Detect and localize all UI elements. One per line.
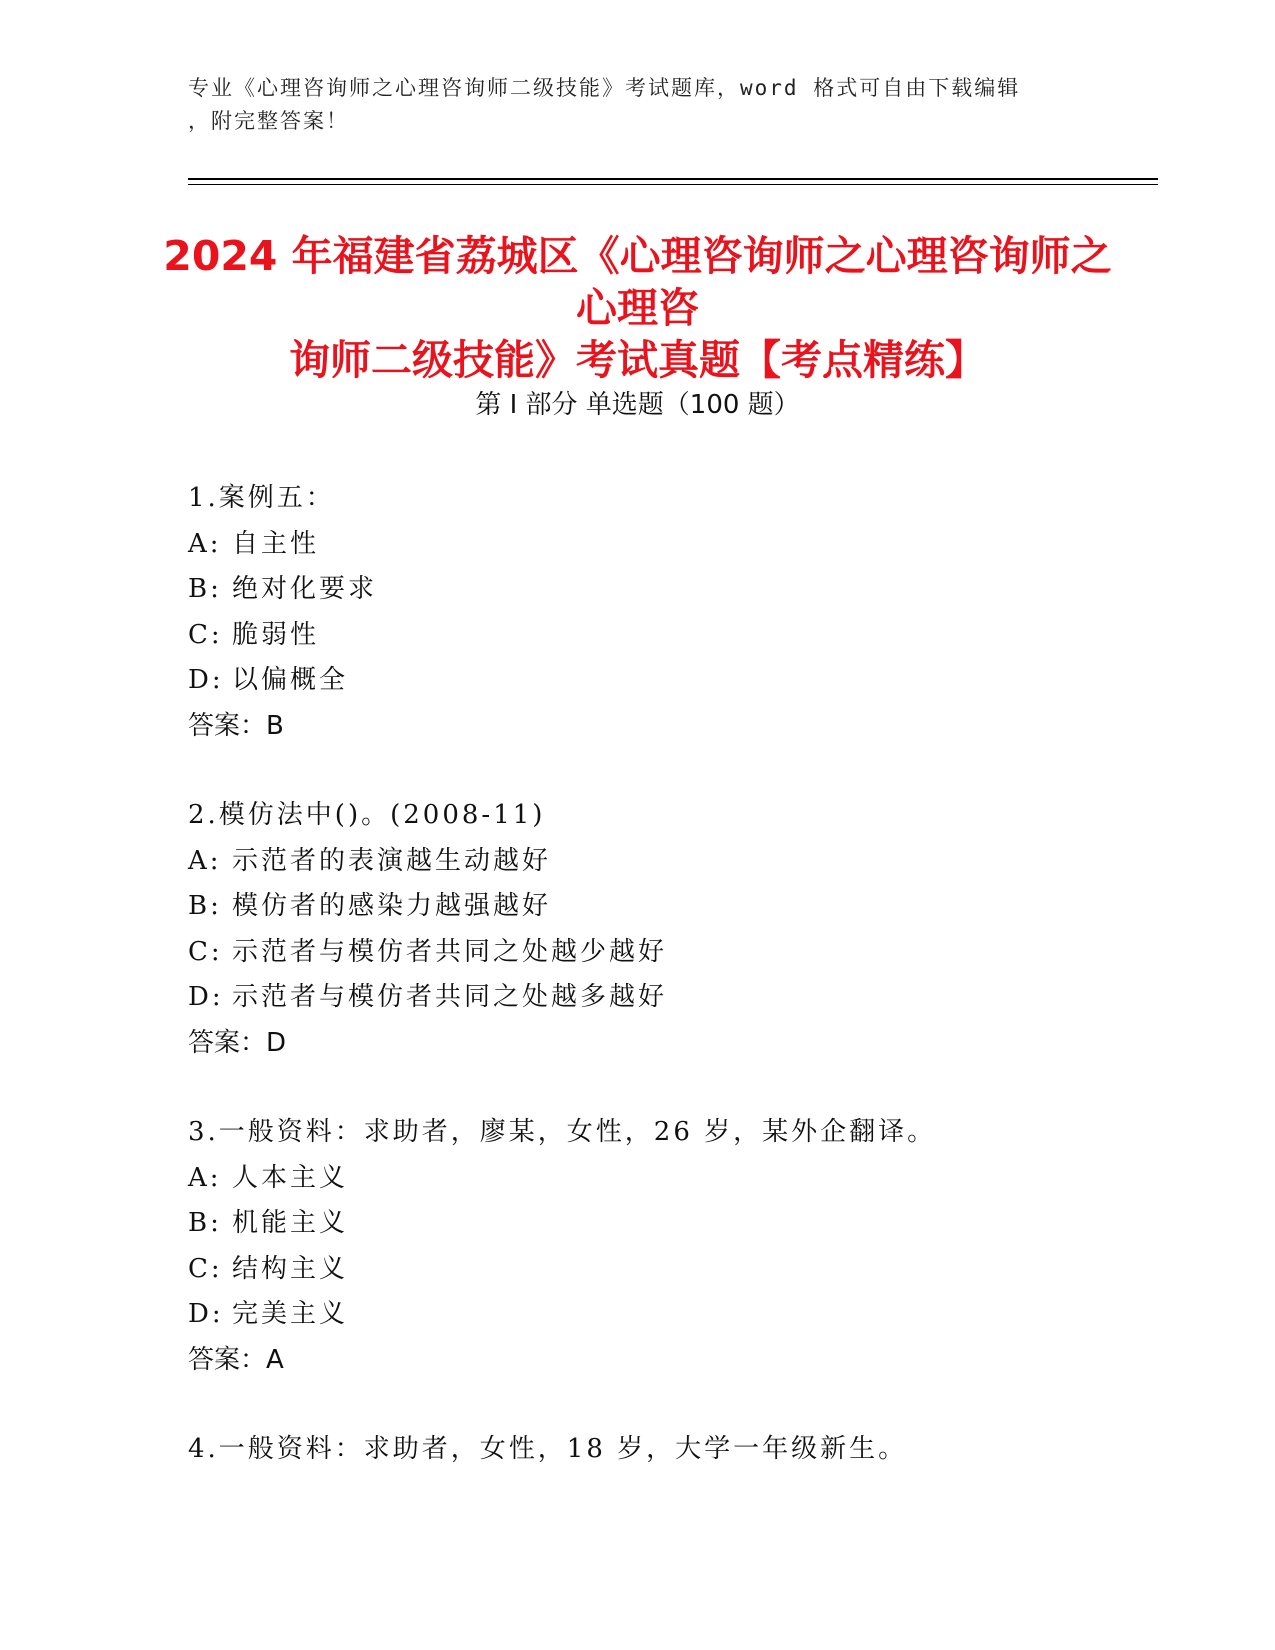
section-title: 第 I 部分 单选题（100 题） bbox=[475, 390, 800, 420]
option-c bbox=[188, 930, 1148, 976]
document-title-line-1: 2024 年福建省荔城区《心理咨询师之心理咨询师之心理咨 bbox=[163, 232, 1112, 332]
option-text: 结构主义 bbox=[232, 1253, 349, 1284]
question-list bbox=[188, 476, 1148, 1517]
document-title bbox=[150, 230, 1125, 386]
option-text: 人本主义 bbox=[232, 1162, 349, 1193]
option-label: C: bbox=[188, 1253, 223, 1284]
header-note-line-2: ，附完整答案！ bbox=[188, 109, 349, 133]
option-label: C: bbox=[188, 936, 223, 967]
option-d bbox=[188, 658, 1148, 704]
option-a bbox=[188, 522, 1148, 568]
option-a bbox=[188, 1156, 1148, 1202]
option-text: 示范者与模仿者共同之处越多越好 bbox=[232, 982, 668, 1012]
option-label: C: bbox=[188, 619, 223, 650]
option-label: D: bbox=[188, 982, 224, 1012]
option-text: 自主性 bbox=[232, 528, 320, 559]
option-text: 绝对化要求 bbox=[232, 574, 378, 604]
question-stem: 1.案例五： bbox=[188, 483, 335, 513]
option-text: 示范者与模仿者共同之处越少越好 bbox=[232, 936, 668, 967]
option-b bbox=[188, 1201, 1148, 1247]
question-stem: 2.模仿法中()。(2008-11) bbox=[188, 800, 546, 830]
question-2 bbox=[188, 793, 1148, 1066]
document-title-line-2: 询师二级技能》考试真题【考点精练】 bbox=[289, 336, 986, 384]
question-3 bbox=[188, 1110, 1148, 1383]
question-stem: 3.一般资料：求助者，廖某，女性，26 岁，某外企翻译。 bbox=[188, 1117, 937, 1147]
question-stem: 4.一般资料：求助者，女性，18 岁，大学一年级新生。 bbox=[188, 1434, 908, 1464]
option-text: 脆弱性 bbox=[232, 619, 320, 650]
option-d bbox=[188, 975, 1148, 1021]
answer: 答案：A bbox=[188, 1344, 284, 1375]
option-label: D: bbox=[188, 665, 224, 695]
question-4 bbox=[188, 1427, 1148, 1473]
option-label: B: bbox=[188, 1208, 222, 1238]
option-label: B: bbox=[188, 574, 222, 604]
header-note bbox=[188, 72, 1088, 138]
option-b bbox=[188, 884, 1148, 930]
option-text: 示范者的表演越生动越好 bbox=[232, 845, 552, 876]
option-label: D: bbox=[188, 1299, 224, 1329]
question-1 bbox=[188, 476, 1148, 749]
header-rule-thick bbox=[188, 178, 1158, 180]
option-text: 机能主义 bbox=[232, 1208, 349, 1238]
option-text: 完美主义 bbox=[232, 1299, 349, 1329]
option-label: A: bbox=[188, 528, 222, 559]
header-rule-thin bbox=[188, 184, 1158, 185]
answer: 答案：B bbox=[188, 710, 284, 741]
option-label: A: bbox=[188, 845, 222, 876]
answer: 答案：D bbox=[188, 1027, 287, 1058]
option-label: B: bbox=[188, 891, 222, 921]
option-c bbox=[188, 613, 1148, 659]
header-note-line-1: 专业《心理咨询师之心理咨询师二级技能》考试题库，word 格式可自由下载编辑 bbox=[188, 76, 1021, 100]
option-label: A: bbox=[188, 1162, 222, 1193]
option-b bbox=[188, 567, 1148, 613]
option-text: 模仿者的感染力越强越好 bbox=[232, 891, 552, 921]
option-c bbox=[188, 1247, 1148, 1293]
option-text: 以偏概全 bbox=[232, 665, 349, 695]
option-d bbox=[188, 1292, 1148, 1338]
option-a bbox=[188, 839, 1148, 885]
